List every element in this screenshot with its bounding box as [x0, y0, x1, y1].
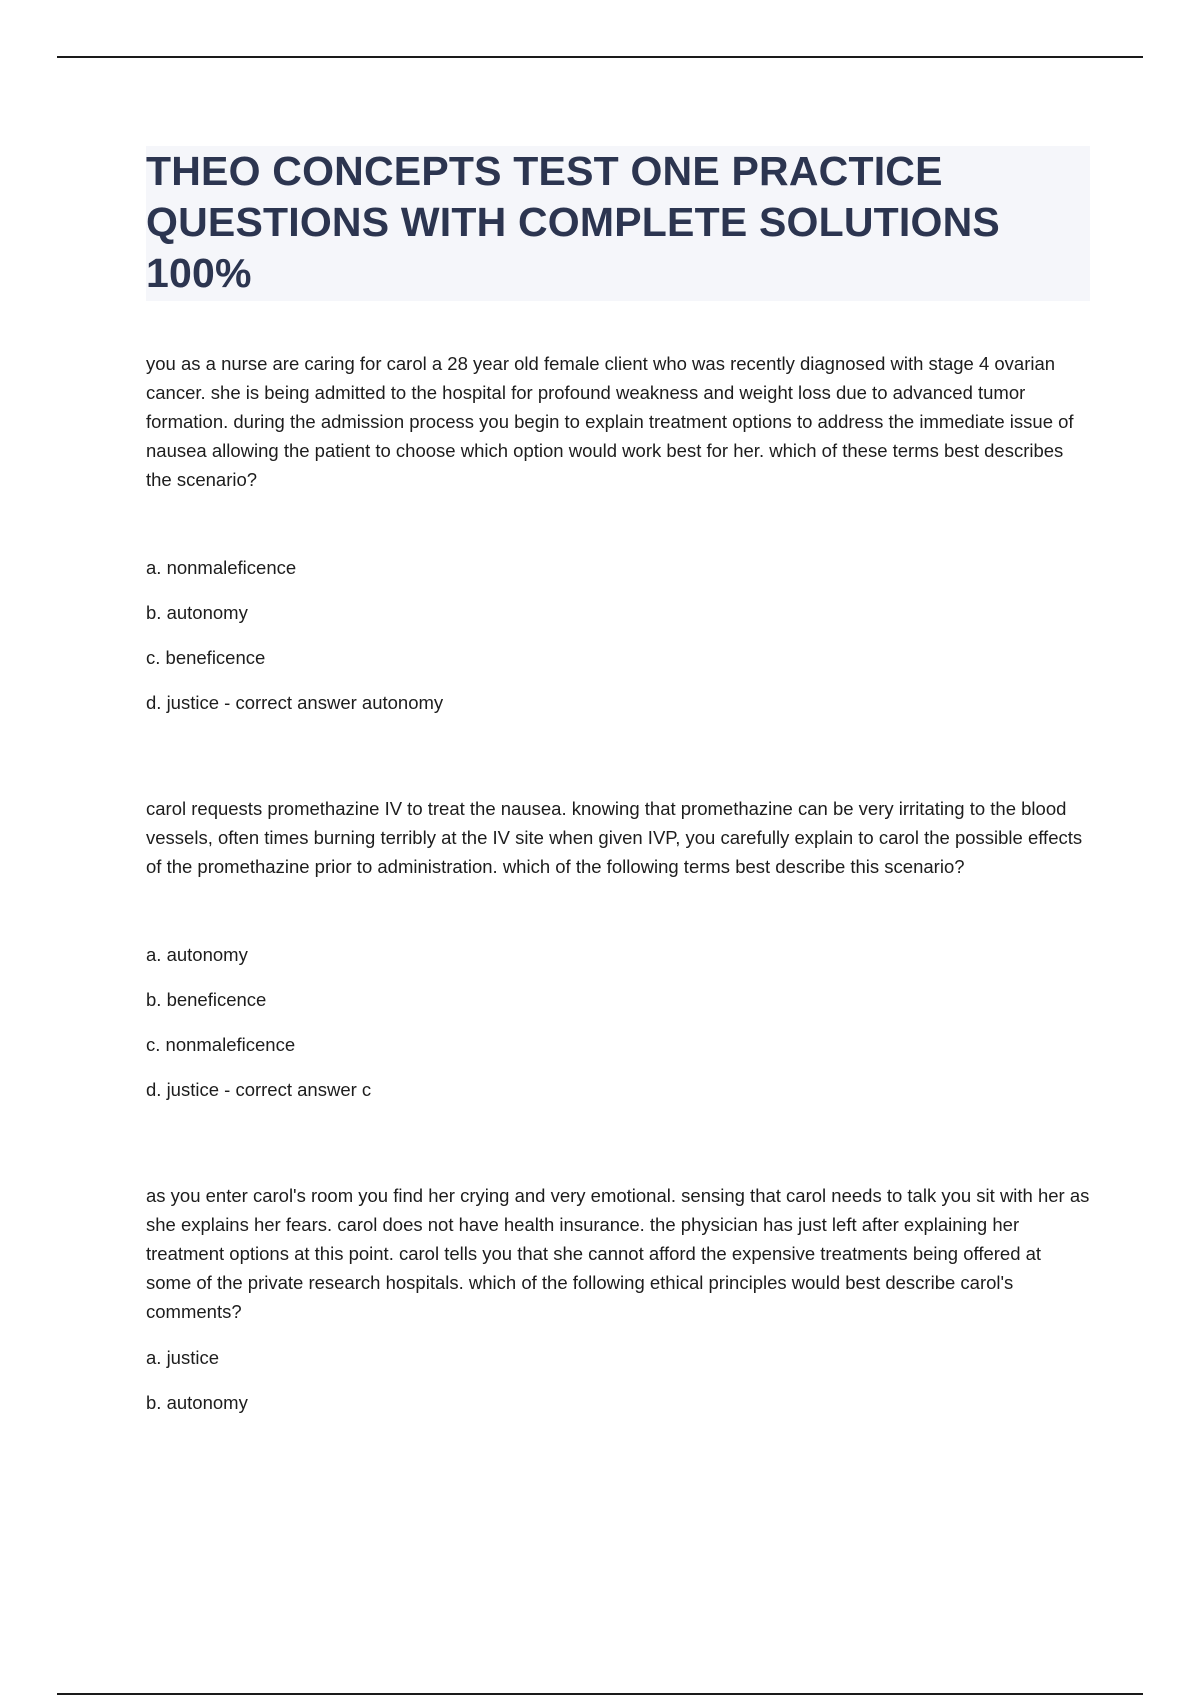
- question-3-option-a: a. justice: [146, 1347, 220, 1368]
- question-block-1: [146, 349, 1090, 717]
- question-text-3: as you enter carol's room you find her crying and very emotional. sensing that carol needs to talk you sit with her as she explains her fears. carol does not have health insurance. the physician has just left after explaining her treatment options at this point. carol tells you that she cannot afford the expensive treatments being offered at some of the private research hospitals. which of the following ethical principles would best describe carol's comments?: [146, 1185, 1090, 1322]
- question-1-option-a: a. nonmaleficence: [146, 557, 297, 578]
- document-body: [146, 146, 1090, 1433]
- title-banner: [146, 146, 1090, 301]
- question-text-1: you as a nurse are caring for carol a 28 year old female client who was recently diagnosed with stage 4 ovarian cancer. she is being admitted to the hospital for profound weakness and weight loss due to advanced tumor formation. during the admission process you begin to explain treatment options to address the immediate issue of nausea allowing the patient to choose which option would work best for her. which of these terms best describes the scenario?: [146, 353, 1074, 490]
- question-block-3: [146, 1181, 1090, 1417]
- question-1-option-b: b. autonomy: [146, 602, 248, 623]
- bottom-rule: [57, 1693, 1143, 1695]
- question-2-option-a: a. autonomy: [146, 944, 248, 965]
- question-text-2: carol requests promethazine IV to treat the nausea. knowing that promethazine can be very irritating to the blood vessels, often times burning terribly at the IV site when given IVP, you carefully explain to carol the possible effects of the promethazine prior to administration. which of the following terms best describe this scenario?: [146, 798, 1083, 877]
- document-title: THEO CONCEPTS TEST ONE PRACTICE QUESTIONS WITH COMPLETE SOLUTIONS 100%: [146, 148, 1000, 296]
- question-block-2: [146, 794, 1090, 1104]
- question-2-option-d: d. justice - correct answer c: [146, 1079, 372, 1100]
- question-1-option-c: c. beneficence: [146, 647, 266, 668]
- question-2-option-c: c. nonmaleficence: [146, 1034, 296, 1055]
- question-1-option-d: d. justice - correct answer autonomy: [146, 692, 444, 713]
- top-rule: [57, 56, 1143, 58]
- question-3-option-b: b. autonomy: [146, 1392, 248, 1413]
- question-2-option-b: b. beneficence: [146, 989, 267, 1010]
